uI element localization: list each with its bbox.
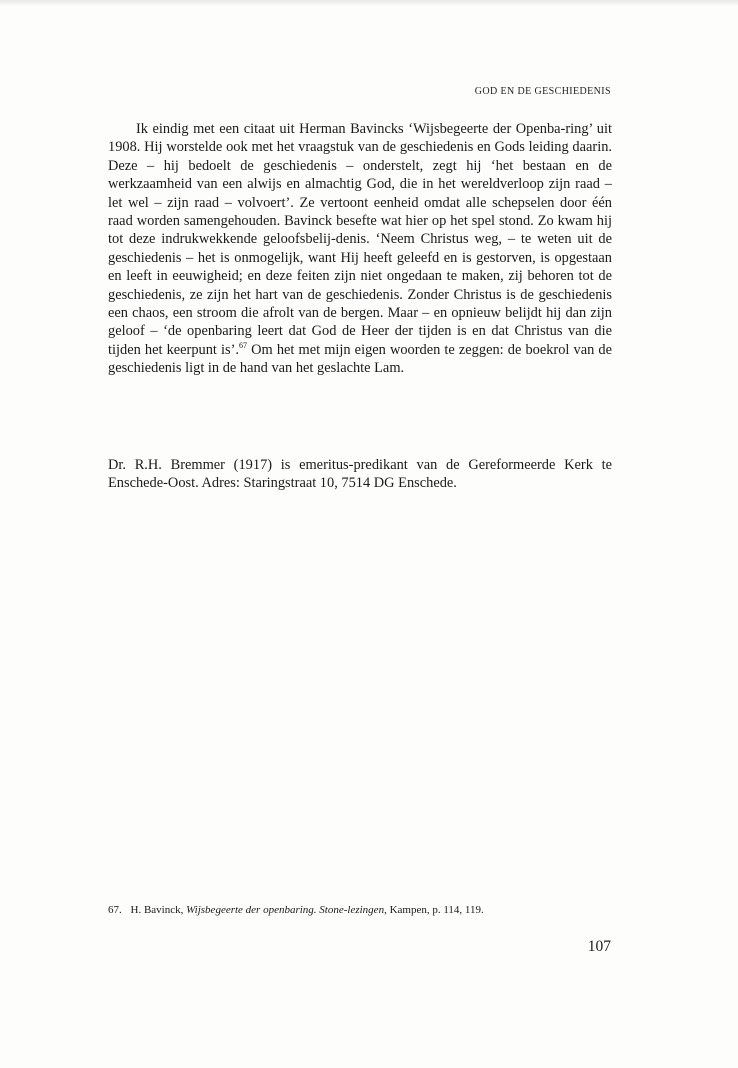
author-note: Dr. R.H. Bremmer (1917) is emeritus-predikant van de Gereformeerde Kerk te Enschede-Oost. Adres: Staringstraat 10, 7514 DG Enschede. bbox=[108, 457, 612, 492]
main-paragraph-tail: Om het met mijn eigen woorden te zeggen: de boekrol van de geschiedenis ligt in de hand van het geslachte Lam. bbox=[108, 341, 612, 377]
scan-edge bbox=[0, 0, 738, 6]
main-paragraph-text: Ik eindig met een citaat uit Herman Bavincks ‘Wijsbegeerte der Openba-ring’ uit 1908. Hij worstelde ook met het vraagstuk van de geschiedenis en Gods leiding daarin. Deze – hij bedoelt de geschiedenis – onderstelt, zegt hij ‘het bestaan en de werkzaamheid van een alwijs en almachtig God, die in het wereldverloop zijn raad – let wel – zijn raad – volvoert’. Ze vertoont eenheid omdat alle schepselen door één raad worden samengehouden. Bavinck besefte wat hier op het spel stond. Zo kwam hij tot deze indrukwekkende geloofsbelij-denis. ‘Neem Christus weg, – te weten uit de geschiedenis – het is onmogelijk, want Hij heeft geleefd en is gestorven, is opgestaan en leeft in eeuwigheid; en deze feiten zijn niet ongedaan te maken, zij behoren tot de geschiedenis, ze zijn het hart van de geschiedenis. Zonder Christus is de geschiedenis een chaos, een stroom die afrolt van de bergen. Maar – en opnieuw belijdt hij dan zijn geloof – ‘de openbaring leert dat God de Heer der tijden is en dat Christus van die tijden het keerpunt is’. bbox=[108, 121, 612, 358]
footnote-number: 67. bbox=[108, 904, 122, 916]
footnote-rest: , Kampen, p. 114, 119. bbox=[384, 904, 484, 916]
footnote bbox=[108, 903, 612, 917]
footnote-title: Wijsbegeerte der openbaring. Stone-lezingen bbox=[186, 904, 385, 916]
page-number: 107 bbox=[587, 938, 611, 955]
footnote-reference: 67 bbox=[239, 340, 248, 350]
main-paragraph bbox=[108, 120, 612, 378]
running-head: GOD EN DE GESCHIEDENIS bbox=[474, 86, 611, 97]
footnote-author: H. Bavinck, bbox=[130, 904, 184, 916]
